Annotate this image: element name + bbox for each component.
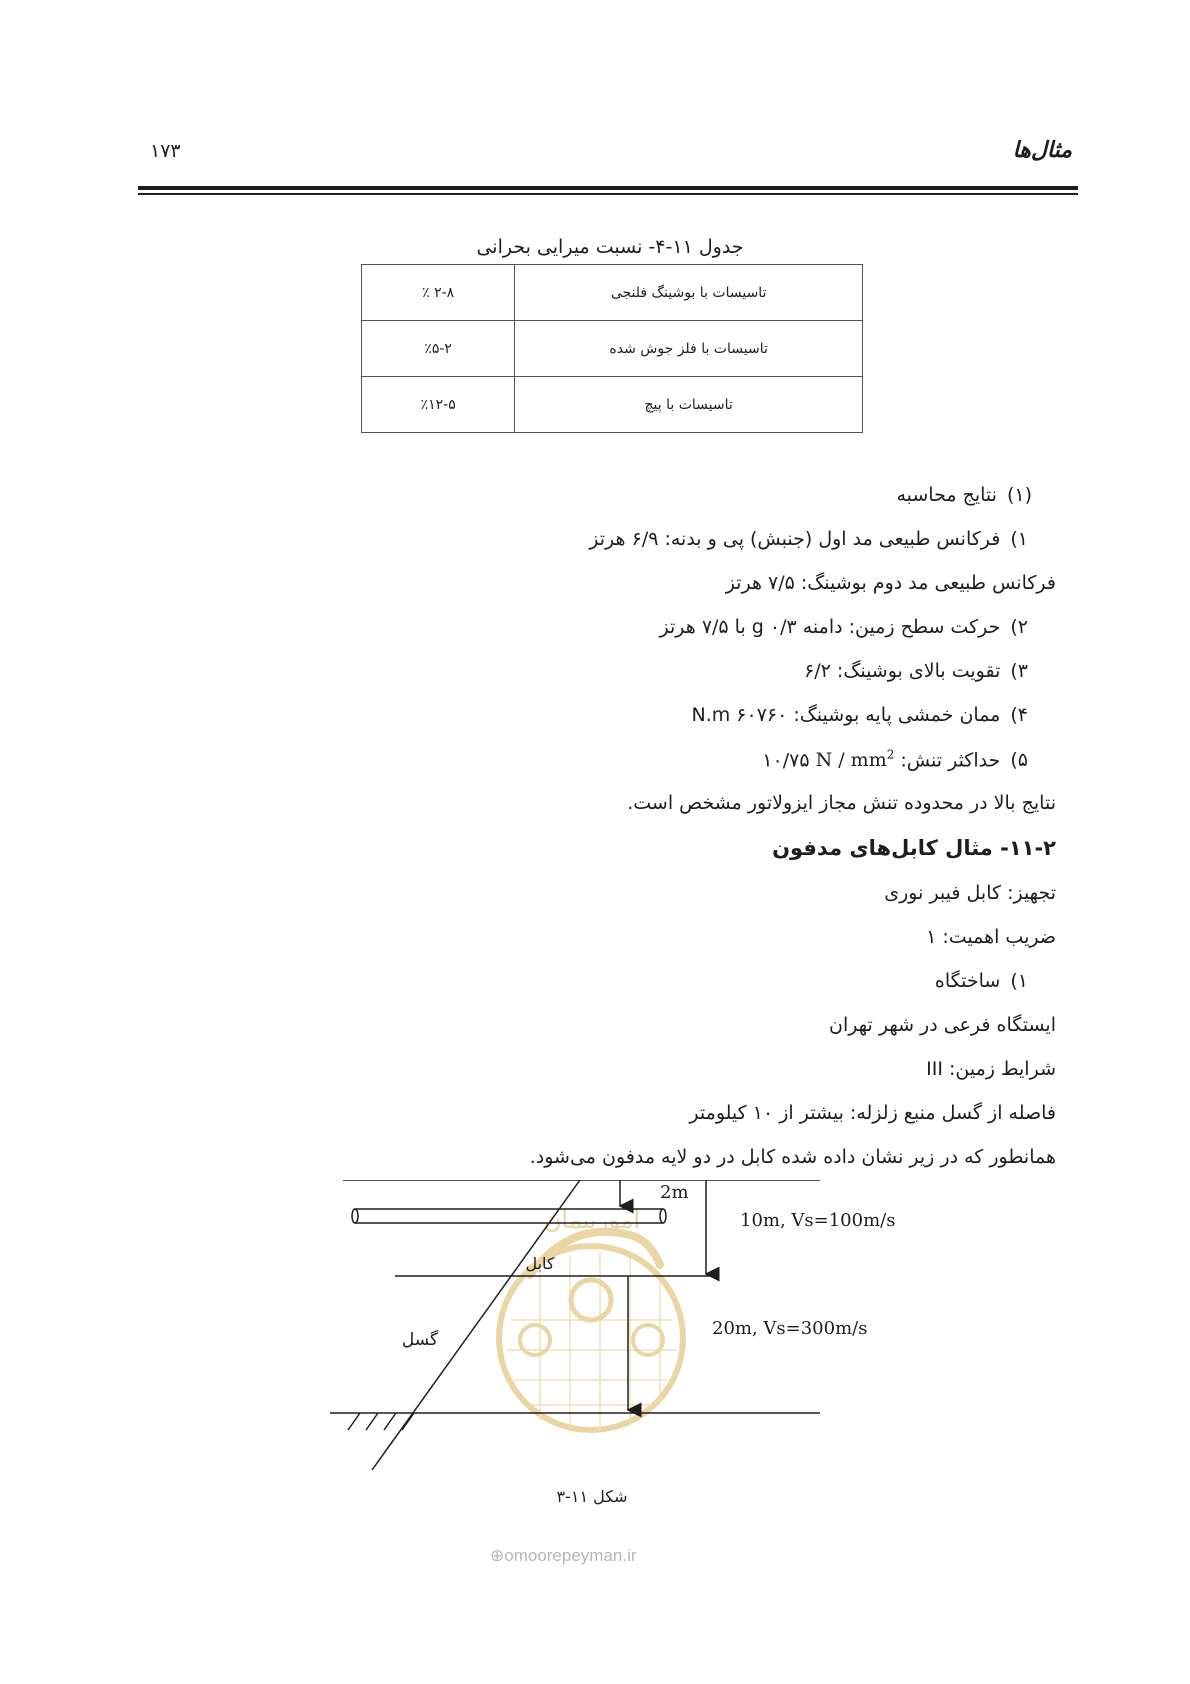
buried-cable-figure (330, 1180, 930, 1540)
table-row (362, 265, 863, 321)
result-item-number: ۲) (1010, 616, 1028, 638)
header-rule-thin (138, 193, 1078, 195)
fault-label: گسل (401, 1330, 439, 1350)
results-title-text: نتایج محاسبه (896, 484, 997, 506)
table-cell-label: تاسیسات با فلز جوش شده (515, 321, 863, 377)
bedrock-hatching (348, 1413, 414, 1430)
result-item (692, 704, 1029, 726)
layer2-label: 20m, Vs=300m/s (712, 1318, 868, 1339)
stress-exponent: 2 (886, 748, 895, 762)
result-item-number: ۳) (1010, 660, 1028, 682)
result-item (589, 528, 1028, 550)
section-heading: ۱۱-۲- مثال کابل‌های مدفون (772, 836, 1056, 860)
result-item-number: ۱) (1010, 528, 1028, 550)
header-rule-thick (138, 186, 1078, 190)
table-cell-label: تاسیسات با پیچ (515, 377, 863, 433)
cable-end-right (660, 1209, 666, 1223)
result-item (659, 616, 1028, 638)
site-title (935, 970, 1028, 992)
table-cell-value: ۲-۸ ٪ (362, 265, 515, 321)
results-title (896, 484, 1032, 506)
watermark-logo (499, 1206, 683, 1430)
results-conclusion: نتایج بالا در محدوده تنش مجاز ایزولاتور مشخص است. (627, 792, 1056, 814)
table-row (362, 321, 863, 377)
table-cell-value: ٪۱۲-۵ (362, 377, 515, 433)
watermark-url (490, 1546, 637, 1566)
site-line: ایستگاه فرعی در شهر تهران (829, 1014, 1056, 1036)
section-line: ضریب اهمیت: ۱ (926, 926, 1056, 948)
depth-label: 2m (660, 1182, 689, 1203)
site-title-text: ساختگاه (934, 970, 1001, 992)
cable-label: کابل (525, 1254, 555, 1273)
result-item-text: فرکانس طبیعی مد دوم بوشینگ: ۷/۵ هرتز (725, 572, 1056, 594)
result-item-stress (762, 748, 1028, 771)
result-item (804, 660, 1028, 682)
section-line: تجهیز: کابل فیبر نوری (884, 882, 1056, 904)
cable-end-left (352, 1209, 358, 1223)
result-item-text: ممان خمشی پایه بوشینگ: N.m ۶۰۷۶۰ (691, 704, 1001, 726)
watermark-gear-icon (571, 1280, 611, 1320)
watermark-logo-text: امورپیمان (543, 1206, 641, 1234)
site-line: فاصله از گسل منبع زلزله: بیشتر از ۱۰ کیلومتر (689, 1102, 1056, 1124)
stress-unit-group (816, 749, 895, 771)
stress-label: حداکثر تنش: (900, 749, 1001, 772)
damping-table (361, 264, 863, 433)
result-item (726, 572, 1056, 594)
table-cell-label: تاسیسات با بوشینگ فلنجی (515, 265, 863, 321)
result-item-number: ۵) (1010, 749, 1028, 772)
result-item-text: حرکت سطح زمین: دامنه g ۰/۳ با ۷/۵ هرتز (659, 616, 1001, 638)
table-caption: جدول ۱۱-۴- نسبت میرایی بحرانی (476, 236, 744, 258)
results-title-number: (۱) (1006, 484, 1032, 506)
site-line: همانطور که در زیر نشان داده شده کابل در دو لایه مدفون می‌شود. (529, 1146, 1056, 1168)
figure-caption: شکل ۱۱-۳ (556, 1487, 628, 1506)
layer1-label: 10m, Vs=100m/s (740, 1210, 896, 1231)
stress-unit: N / mm (815, 749, 887, 772)
result-item-number: ۴) (1010, 704, 1028, 726)
watermark-url-text: omoorepeyman.ir (504, 1546, 637, 1565)
site-line: شرایط زمین: III (926, 1058, 1056, 1080)
page-number: ۱۷۳ (150, 140, 181, 162)
table-cell-value: ٪۵-۲ (362, 321, 515, 377)
stress-value: ۱۰/۷۵ (762, 749, 810, 772)
globe-icon: ⊕ (490, 1546, 505, 1565)
site-title-number: ۱) (1010, 970, 1028, 992)
running-head: مثال‌ها (1012, 138, 1072, 163)
result-item-text: فرکانس طبیعی مد اول (جنبش) پی و بدنه: ۶/۹ هرتز (589, 528, 1001, 550)
result-item-text: تقویت بالای بوشینگ: ۶/۲ (804, 660, 1001, 682)
table-row (362, 377, 863, 433)
